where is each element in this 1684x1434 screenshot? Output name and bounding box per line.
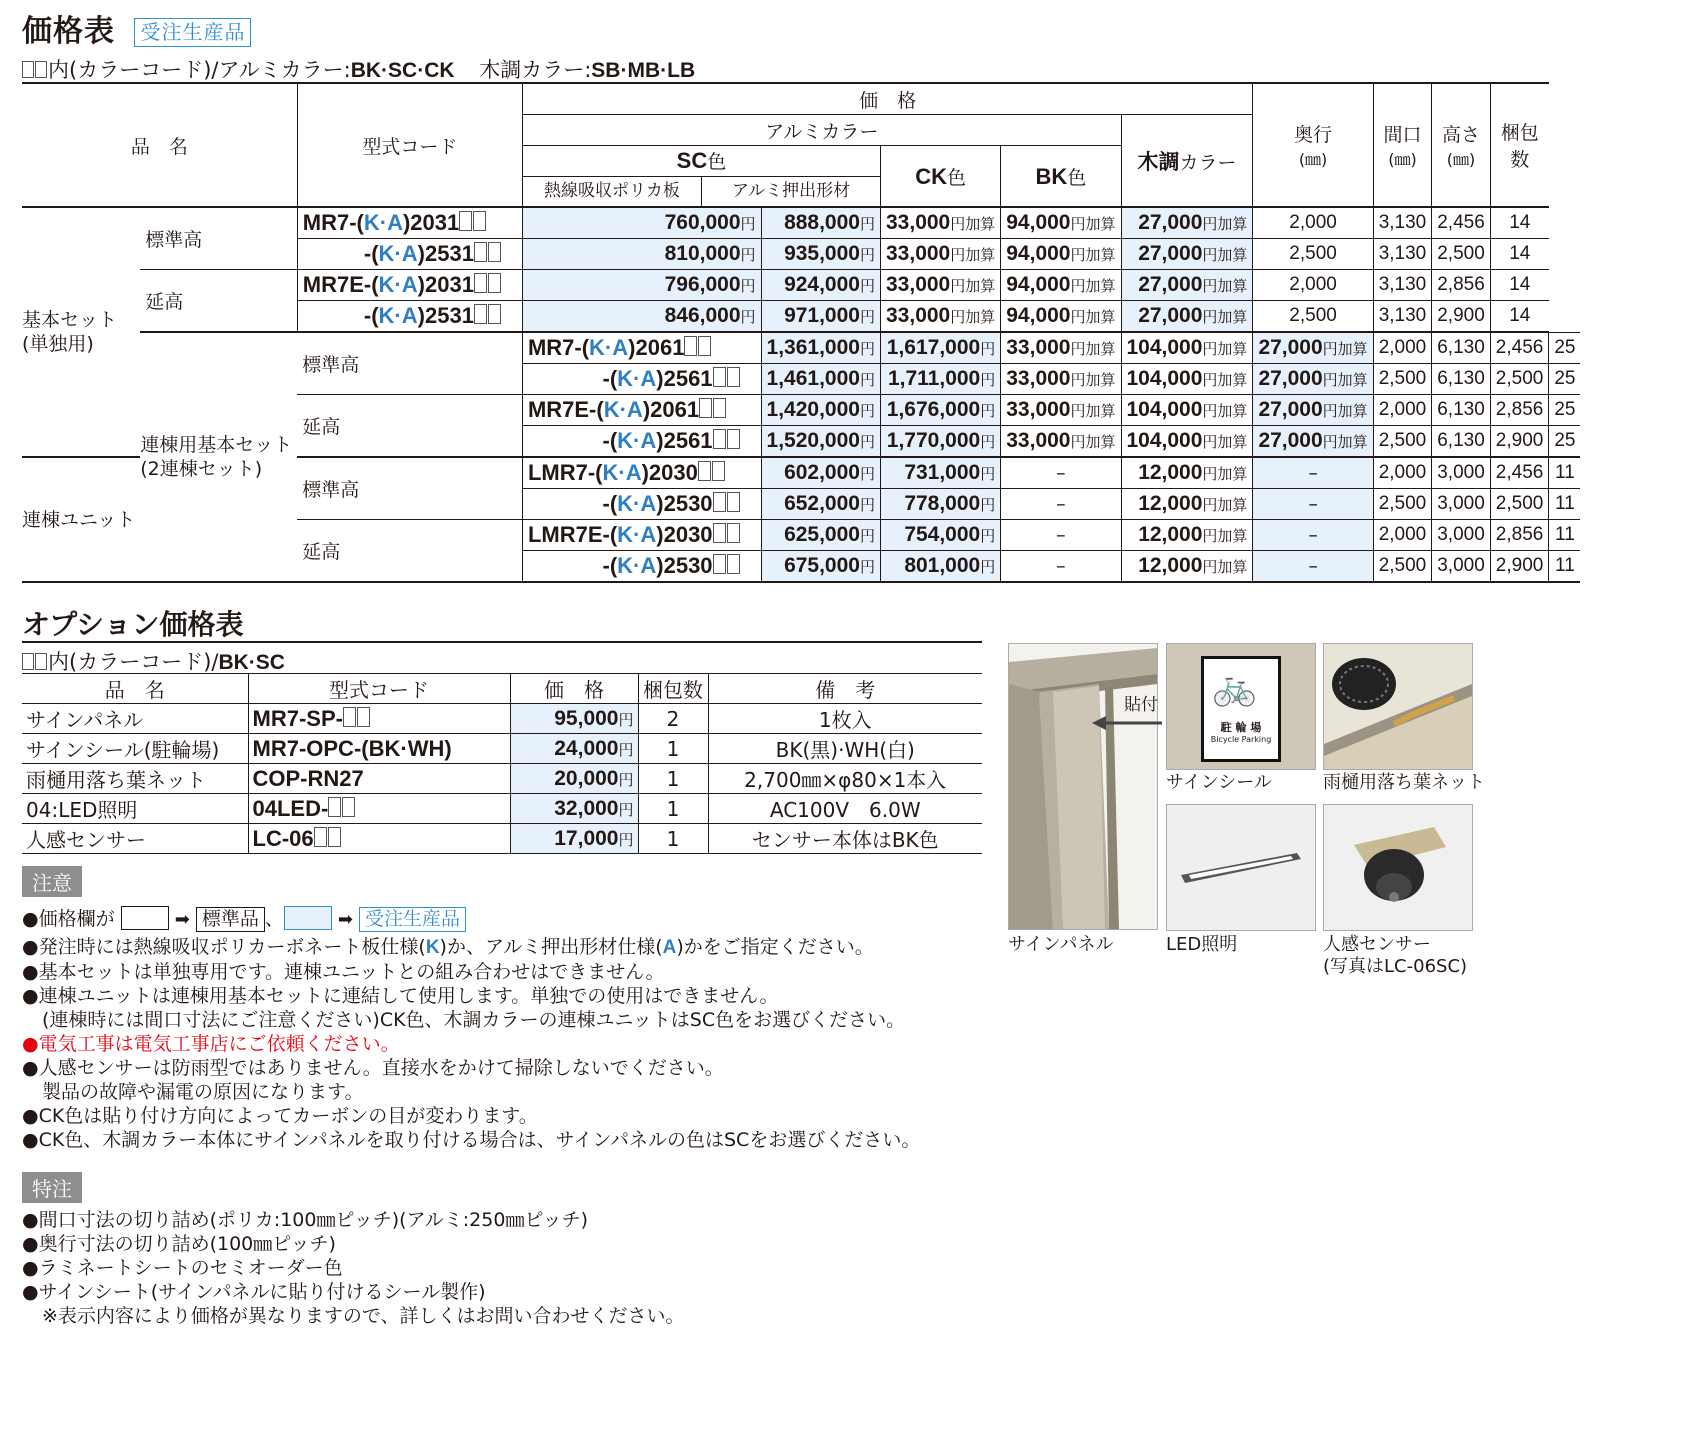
group-name: 基本セット (単独用) [22,207,140,457]
pack-cell: 14 [1490,270,1549,301]
pack-cell: 25 [1549,426,1581,458]
option-pack: 2 [638,704,708,734]
model-code: LMR7E-(K·A)2030 [522,520,761,551]
option-pack: 1 [638,794,708,824]
option-pack: 1 [638,824,708,854]
depth-cell: 2,000 [1373,395,1432,426]
led-illustration [1167,805,1315,930]
sub-label: 標準高 [140,207,297,270]
sensor-caption: 人感センサー (写真はLC-06SC) [1323,934,1468,977]
price-sc-k: 602,000円 [761,457,880,489]
option-code: MR7-SP- [248,704,510,734]
made-to-order-badge: 受注生産品 [134,18,251,47]
width-cell: 6,130 [1432,364,1491,395]
notes-legend: ●価格欄が ➡ 標準品 、 ➡ 受注生産品 [22,904,920,935]
price-sc-a: 1,770,000円 [881,426,1001,458]
option-name: サインパネル [22,704,248,734]
price-sc-k: 760,000円 [522,207,761,239]
price-ck: 33,000円加算 [881,239,1001,270]
depth-cell: 2,000 [1373,520,1432,551]
height-cell: 2,456 [1432,207,1491,239]
depth-cell: 2,000 [1253,207,1373,239]
model-code: MR7-(K·A)2031 [297,207,522,239]
model-code: -(K·A)2530 [522,551,761,583]
pack-cell: 11 [1549,520,1581,551]
price-wood: – [1253,551,1373,583]
option-price: 20,000円 [510,764,638,794]
price-bk: 94,000円加算 [1001,239,1121,270]
price-ck: – [1001,551,1121,583]
pack-cell: 25 [1549,332,1581,364]
price-sc-a: 731,000円 [881,457,1001,489]
price-sc-k: 625,000円 [761,520,880,551]
special-3: ●ラミネートシートのセミオーダー色 [22,1257,343,1279]
option-code: LC-06 [248,824,510,854]
col-name: 品 名 [22,83,297,207]
price-wood: – [1253,520,1373,551]
col-code: 型式コード [297,83,522,207]
col-price: 価 格 [522,83,1253,115]
pack-cell: 11 [1549,489,1581,520]
price-ck: 33,000円加算 [1001,332,1121,364]
option-note: BK(黒)·WH(白) [708,734,982,764]
price-sc-a: 778,000円 [881,489,1001,520]
option-code: MR7-OPC-(BK·WH) [248,734,510,764]
group-name: 連棟ユニット [22,457,140,582]
col-width: 間口 (㎜) [1373,83,1432,207]
price-wood: 27,000円加算 [1121,301,1253,333]
price-bk: 94,000円加算 [1001,301,1121,333]
width-cell: 3,000 [1432,457,1491,489]
option-row [22,734,982,764]
width-cell: 3,000 [1432,489,1491,520]
depth-cell: 2,500 [1373,489,1432,520]
price-sc-a: 754,000円 [881,520,1001,551]
option-price: 95,000円 [510,704,638,734]
group-name: 連棟用基本セット (2連棟セット) [140,332,297,582]
price-ck: 33,000円加算 [881,301,1001,333]
page-title [22,6,251,50]
price-table [22,82,1580,583]
option-pack: 1 [638,764,708,794]
model-code: MR7E-(K·A)2031 [297,270,522,301]
option-note: 2,700㎜×φ80×1本入 [708,764,982,794]
height-cell: 2,456 [1490,332,1549,364]
price-sc-k: 1,461,000円 [761,364,880,395]
width-cell: 6,130 [1432,426,1491,458]
price-bk: 94,000円加算 [1001,207,1121,239]
notes-tag: 注意 [22,866,82,897]
height-cell: 2,500 [1490,489,1549,520]
pack-cell: 25 [1549,395,1581,426]
color-code-line: 内(カラーコード)/アルミカラー:BK·SC·CK 木調カラー:SB·MB·LB [22,54,695,84]
price-bk: 104,000円加算 [1121,395,1253,426]
option-name: 04:LED照明 [22,794,248,824]
depth-cell: 2,000 [1373,457,1432,489]
col-pack: 梱包 数 [1490,83,1549,207]
option-row [22,704,982,734]
price-ck: 33,000円加算 [881,270,1001,301]
price-bk: 104,000円加算 [1121,426,1253,458]
option-header-row: 品 名 型式コード 価 格 梱包数 備 考 [22,674,982,704]
title-text: 価格表 [22,14,115,49]
option-note: AC100V 6.0W [708,794,982,824]
model-code: -(K·A)2530 [522,489,761,520]
col-alumi: アルミカラー [522,115,1121,146]
special-tag: 特注 [22,1172,82,1203]
col-ck: CK色 [881,146,1001,208]
width-cell: 3,130 [1373,301,1432,333]
pack-cell: 11 [1549,551,1581,583]
leaf-net-illustration [1324,644,1472,769]
sub-label: 標準高 [297,457,522,520]
sign-seal-caption: サインシール [1166,772,1272,793]
price-wood: 27,000円加算 [1253,426,1373,458]
price-bk: 12,000円加算 [1121,551,1253,583]
price-ck: 33,000円加算 [881,207,1001,239]
note-3b: (連棟時には間口寸法にご注意ください)CK色、木調カラーの連棟ユニットはSC色をお選びください。 [42,1009,906,1031]
height-cell: 2,456 [1490,457,1549,489]
price-bk: 12,000円加算 [1121,489,1253,520]
sub-label: 延高 [297,395,522,458]
price-wood: – [1253,489,1373,520]
sub-label: 延高 [140,270,297,333]
depth-cell: 2,500 [1253,301,1373,333]
option-row [22,824,982,854]
model-code: -(K·A)2561 [522,364,761,395]
height-cell: 2,900 [1432,301,1491,333]
sign-panel-photo [1008,643,1158,930]
option-title: オプション価格表 [22,608,244,641]
leaf-net-caption: 雨樋用落ち葉ネット [1323,772,1485,793]
price-sc-k: 675,000円 [761,551,880,583]
special-1: ●間口寸法の切り詰め(ポリカ:100㎜ピッチ)(アルミ:250㎜ピッチ) [22,1209,589,1231]
model-code: MR7E-(K·A)2061 [522,395,761,426]
led-photo [1166,804,1316,931]
note-4: ●電気工事は電気工事店にご依頼ください。 [22,1033,400,1055]
option-price: 17,000円 [510,824,638,854]
price-wood: 27,000円加算 [1121,239,1253,270]
price-sc-a: 1,711,000円 [881,364,1001,395]
special-2: ●奥行寸法の切り詰め(100㎜ピッチ) [22,1233,336,1255]
depth-cell: 2,000 [1373,332,1432,364]
option-table [22,673,982,854]
price-bk: 104,000円加算 [1121,332,1253,364]
price-sc-a: 801,000円 [881,551,1001,583]
price-sc-a: 888,000円 [761,207,880,239]
width-cell: 3,130 [1373,239,1432,270]
note-6: ●CK色は貼り付け方向によってカーボンの目が変わります。 [22,1105,538,1127]
price-sc-a: 1,676,000円 [881,395,1001,426]
pack-cell: 11 [1549,457,1581,489]
price-ck: – [1001,520,1121,551]
width-cell: 3,130 [1373,270,1432,301]
sign-seal-photo [1166,643,1316,770]
price-sc-k: 846,000円 [522,301,761,333]
price-sc-k: 1,361,000円 [761,332,880,364]
height-cell: 2,856 [1490,520,1549,551]
option-note: 1枚入 [708,704,982,734]
depth-cell: 2,500 [1373,426,1432,458]
option-name: 雨樋用落ち葉ネット [22,764,248,794]
model-code: MR7-(K·A)2061 [522,332,761,364]
height-cell: 2,500 [1490,364,1549,395]
special-4: ●サインシート(サインパネルに貼り付けるシール製作) [22,1281,486,1303]
price-wood: 27,000円加算 [1253,395,1373,426]
width-cell: 3,130 [1373,207,1432,239]
attach-arrow: 貼付 [1092,690,1162,735]
table-row [22,207,1580,239]
height-cell: 2,900 [1490,426,1549,458]
option-pack: 1 [638,734,708,764]
model-code: -(K·A)2531 [297,239,522,270]
note-3: ●連棟ユニットは連棟用基本セットに連結して使用します。単独での使用はできません。 [22,985,779,1007]
note-1: ●発注時には熱線吸収ポリカーボネート板仕様(K)か、アルミ押出形材仕様(A)かをご指定ください。 [22,936,874,958]
option-name: サインシール(駐輪場) [22,734,248,764]
price-sc-a: 1,617,000円 [881,332,1001,364]
price-wood: 27,000円加算 [1253,332,1373,364]
notes-list [22,904,920,1152]
table-row [22,332,1580,364]
width-cell: 6,130 [1432,332,1491,364]
price-wood: 27,000円加算 [1121,207,1253,239]
price-ck: 33,000円加算 [1001,395,1121,426]
led-caption: LED照明 [1166,934,1238,955]
note-2: ●基本セットは単独専用です。連棟ユニットとの組み合わせはできません。 [22,961,665,983]
depth-cell: 2,000 [1253,270,1373,301]
sensor-illustration [1324,805,1472,930]
price-bk: 12,000円加算 [1121,457,1253,489]
option-row [22,794,982,824]
pack-cell: 14 [1490,207,1549,239]
col-wood: 木調カラー [1121,115,1253,208]
price-bk: 104,000円加算 [1121,364,1253,395]
price-sc-k: 1,420,000円 [761,395,880,426]
option-code: COP-RN27 [248,764,510,794]
pack-cell: 14 [1490,239,1549,270]
option-name: 人感センサー [22,824,248,854]
sub-label: 延高 [297,520,522,583]
sign-panel-caption: サインパネル [1008,934,1114,955]
bicycle-icon: 🚲 [1212,667,1257,708]
height-cell: 2,856 [1490,395,1549,426]
price-sc-a: 971,000円 [761,301,880,333]
width-cell: 3,000 [1432,520,1491,551]
price-ck: – [1001,457,1121,489]
col-height: 高さ (㎜) [1432,83,1491,207]
note-5: ●人感センサーは防雨型ではありません。直接水をかけて掃除しないでください。 [22,1057,724,1079]
col-sc: SC色 熱線吸収ポリカ板 アルミ押出形材 [522,146,880,208]
special-list [22,1208,685,1328]
height-cell: 2,900 [1490,551,1549,583]
price-sc-k: 796,000円 [522,270,761,301]
col-bk: BK色 [1001,146,1121,208]
sub-label: 標準高 [297,332,522,395]
model-code: -(K·A)2561 [522,426,761,458]
depth-cell: 2,500 [1373,551,1432,583]
option-price: 24,000円 [510,734,638,764]
price-wood: 27,000円加算 [1121,270,1253,301]
price-bk: 12,000円加算 [1121,520,1253,551]
col-depth: 奥行 (㎜) [1253,83,1373,207]
price-wood: 27,000円加算 [1253,364,1373,395]
price-wood: – [1253,457,1373,489]
price-ck: – [1001,489,1121,520]
special-5: ※表示内容により価格が異なりますので、詳しくはお問い合わせください。 [42,1305,685,1327]
note-7: ●CK色、木調カラー本体にサインパネルを取り付ける場合は、サインパネルの色はSCをお選びください。 [22,1129,921,1151]
pack-cell: 14 [1490,301,1549,333]
price-sc-k: 1,520,000円 [761,426,880,458]
width-cell: 3,000 [1432,551,1491,583]
price-sc-a: 935,000円 [761,239,880,270]
pack-cell: 25 [1549,364,1581,395]
height-cell: 2,500 [1432,239,1491,270]
price-ck: 33,000円加算 [1001,364,1121,395]
option-note: センサー本体はBK色 [708,824,982,854]
sign-panel-illustration [1009,644,1157,929]
seal-plate: 🚲 駐 輪 場 Bicycle Parking [1201,656,1281,762]
model-code: LMR7-(K·A)2030 [522,457,761,489]
model-code: -(K·A)2531 [297,301,522,333]
depth-cell: 2,500 [1253,239,1373,270]
option-color-code: 内(カラーコード)/BK·SC [22,646,285,676]
price-sc-k: 652,000円 [761,489,880,520]
width-cell: 6,130 [1432,395,1491,426]
price-sc-a: 924,000円 [761,270,880,301]
height-cell: 2,856 [1432,270,1491,301]
note-5b: 製品の故障や漏電の原因になります。 [42,1081,364,1103]
leaf-net-photo [1323,643,1473,770]
table-row [22,270,1580,301]
price-ck: 33,000円加算 [1001,426,1121,458]
option-code: 04LED- [248,794,510,824]
sensor-photo [1323,804,1473,931]
option-row [22,764,982,794]
depth-cell: 2,500 [1373,364,1432,395]
price-sc-k: 810,000円 [522,239,761,270]
price-bk: 94,000円加算 [1001,270,1121,301]
option-price: 32,000円 [510,794,638,824]
